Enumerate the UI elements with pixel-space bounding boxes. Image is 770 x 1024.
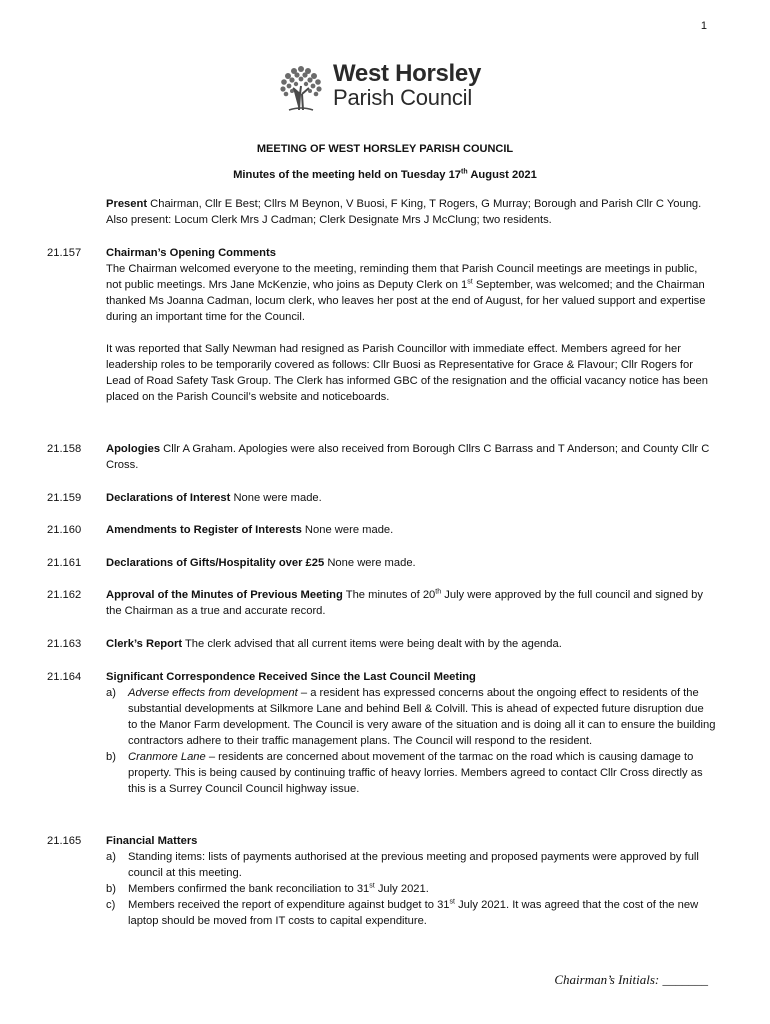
meeting-title: MEETING OF WEST HORSLEY PARISH COUNCIL: [256, 143, 514, 155]
list-item: a) Adverse effects from development – a resident has expressed concerns about the ongoing effect to residents of the substantial developments at Silkmore Lane and behind Bell & Colvill. This is ahead of expected future disruption due to the Manor Farm development. The Council is very aware of the situation and is doing all it can to ensure the building contractors adhere to their traffic management plans. The Council will respond to the resident.: [106, 687, 716, 747]
parish-council-logo: [275, 60, 481, 112]
section-number: 21.164: [47, 671, 82, 683]
list-marker: a): [106, 851, 116, 863]
section-heading: Declarations of Gifts/Hospitality over £25: [106, 557, 325, 569]
section-heading: Approval of the Minutes of Previous Meeting: [106, 589, 343, 601]
attendance-paragraph: Present Chairman, Cllr E Best; Cllrs M Beynon, V Buosi, F King, T Rogers, G Murray; Borough and Parish Cllr C Young. Also present: Locum Clerk Mrs J Cadman; Clerk Designate Mrs J McClung; two residents.: [106, 198, 702, 226]
list-marker: b): [106, 883, 116, 895]
section-number: 21.161: [47, 557, 82, 569]
section-number: 21.159: [47, 492, 82, 504]
section-number: 21.160: [47, 524, 82, 536]
tree-icon: [275, 60, 327, 112]
section-heading: Declarations of Interest: [106, 492, 231, 504]
list-marker: a): [106, 687, 116, 699]
section-number: 21.157: [47, 247, 82, 259]
section-heading: Amendments to Register of Interests: [106, 524, 302, 536]
section-heading: Chairman’s Opening Comments: [106, 247, 276, 259]
section-number: 21.165: [47, 835, 82, 847]
meeting-date-heading: Minutes of the meeting held on Tuesday 17th August 2021: [233, 168, 537, 181]
section-number: 21.158: [47, 443, 82, 455]
list-marker: b): [106, 751, 116, 763]
section-heading: Financial Matters: [106, 835, 198, 847]
list-marker: c): [106, 899, 116, 911]
section-paragraph: The Chairman welcomed everyone to the meeting, reminding them that Parish Council meetings are meetings in public, not public meetings. Mrs Jane McKenzie, who joins as Deputy Clerk on 1st September, was welcomed; and the Chairman thanked Ms Joanna Cadman, locum clerk, who leaves her post at the end of August, for her valued support and expertise during an important time for the Council.: [106, 263, 706, 323]
section-number: 21.163: [47, 638, 82, 650]
logo-subtitle: Parish Council: [333, 85, 473, 110]
list-item: b) Cranmore Lane – residents are concerned about movement of the tarmac on the road which is causing damage to property. This is being caused by continuing traffic of heavy lorries. Members agreed to contact Cllr Cross directly as this is a Surrey Council Council highway issue.: [106, 751, 703, 795]
list-item: b) Members confirmed the bank reconciliation to 31st July 2021.: [106, 882, 429, 895]
list-item: c) Members received the report of expenditure against budget to 31st July 2021. It was agreed that the cost of the new laptop should be moved from IT costs to capital expenditure.: [106, 898, 699, 927]
page-number: 1: [700, 20, 707, 32]
section-heading: Clerk’s Report: [106, 638, 183, 650]
section-heading: Apologies: [106, 443, 161, 455]
logo-title: West Horsley: [333, 60, 482, 87]
section-paragraph: It was reported that Sally Newman had resigned as Parish Councillor with immediate effect. Members agreed for her leadership roles to be temporarily covered as follows: Cllr Buosi as Representative for Grace & Flavour; Cllr Rogers for Lead of Road Safety Task Group. The Clerk has informed GBC of the resignation and the official vacancy notice has been placed on the Parish Council’s website and noticeboards.: [106, 343, 708, 403]
present-label: Present: [106, 198, 148, 210]
list-item: a) Standing items: lists of payments authorised at the previous meeting and proposed payments were approved by full council at this meeting.: [106, 851, 699, 879]
chairman-initials: Chairman’s Initials: _______: [554, 972, 708, 987]
section-heading: Significant Correspondence Received Since the Last Council Meeting: [106, 671, 476, 683]
section-number: 21.162: [47, 589, 82, 601]
